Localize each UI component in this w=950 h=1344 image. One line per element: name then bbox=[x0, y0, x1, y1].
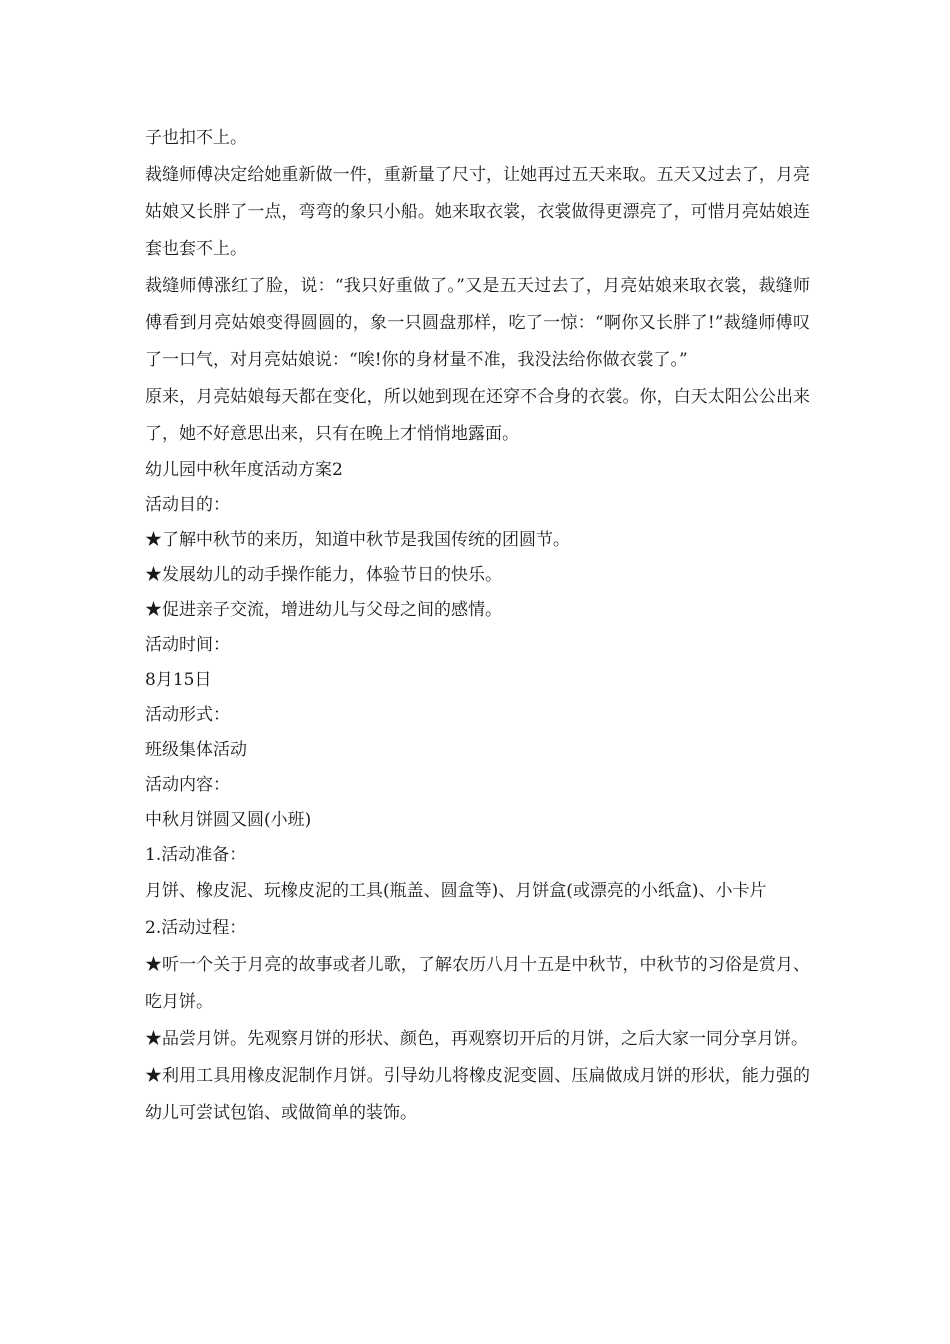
paragraph: 活动内容： bbox=[145, 775, 230, 795]
paragraph: 中秋月饼圆又圆(小班) bbox=[145, 810, 312, 830]
paragraph: 活动目的： bbox=[145, 495, 230, 515]
paragraph: 月饼、橡皮泥、玩橡皮泥的工具(瓶盖、圆盒等)、月饼盒(或漂亮的小纸盒)、小卡片 bbox=[145, 881, 767, 901]
paragraph: 活动形式： bbox=[145, 705, 230, 725]
paragraph: 班级集体活动 bbox=[145, 740, 247, 760]
paragraph: 裁缝师傅涨红了脸，说：“我只好重做了。”又是五天过去了，月亮姑娘来取衣裳，裁缝师傅看到月亮姑娘变得圆圆的，象一只圆盘那样，吃了一惊：“啊你又长胖了!”裁缝师傅叹了一口气，对月亮姑娘说：“唉!你的身材量不准，我没法给你做衣裳了。” bbox=[145, 276, 810, 370]
list-item: ★了解中秋节的来历，知道中秋节是我国传统的团圆节。 bbox=[145, 530, 570, 550]
paragraph: 活动时间： bbox=[145, 635, 230, 655]
section-heading: 幼儿园中秋年度活动方案2 bbox=[145, 460, 343, 480]
paragraph: 2.活动过程： bbox=[145, 918, 247, 938]
paragraph: 1.活动准备： bbox=[145, 845, 247, 865]
list-item: ★促进亲子交流，增进幼儿与父母之间的感情。 bbox=[145, 600, 502, 620]
list-item: ★利用工具用橡皮泥制作月饼。引导幼儿将橡皮泥变圆、压扁做成月饼的形状，能力强的幼儿可尝试包馅、或做简单的装饰。 bbox=[145, 1066, 810, 1123]
list-item: ★听一个关于月亮的故事或者儿歌，了解农历八月十五是中秋节，中秋节的习俗是赏月、吃月饼。 bbox=[145, 955, 810, 1012]
list-item: ★发展幼儿的动手操作能力，体验节日的快乐。 bbox=[145, 565, 502, 585]
paragraph: 裁缝师傅决定给她重新做一件，重新量了尺寸，让她再过五天来取。五天又过去了，月亮姑娘又长胖了一点，弯弯的象只小船。她来取衣裳，衣裳做得更漂亮了，可惜月亮姑娘连套也套不上。 bbox=[145, 165, 810, 259]
list-item: ★品尝月饼。先观察月饼的形状、颜色，再观察切开后的月饼，之后大家一同分享月饼。 bbox=[145, 1029, 808, 1049]
paragraph: 子也扣不上。 bbox=[145, 128, 247, 148]
document-body bbox=[145, 120, 810, 1132]
paragraph: 8月15日 bbox=[145, 670, 212, 690]
paragraph: 原来，月亮姑娘每天都在变化，所以她到现在还穿不合身的衣裳。你，白天太阳公公出来了，她不好意思出来，只有在晚上才悄悄地露面。 bbox=[145, 387, 810, 444]
